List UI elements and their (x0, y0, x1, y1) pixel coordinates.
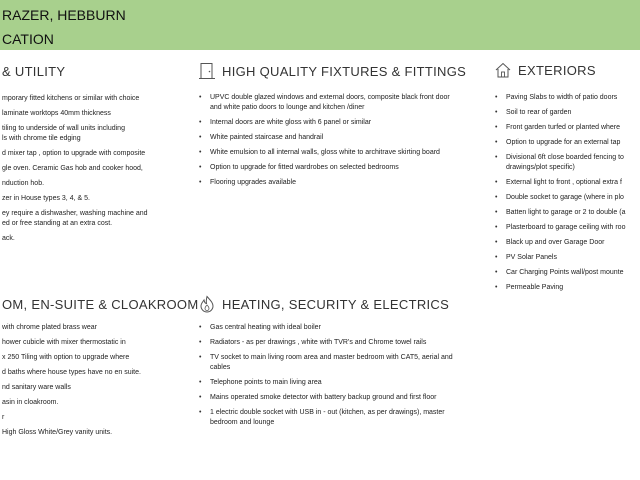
kitchen-utility-item: zer in House types 3, 4, & 5. (2, 195, 90, 202)
exteriors-title: EXTERIORS (518, 62, 596, 78)
kitchen-utility-item: ey require a dishwasher, washing machine and ed or free standing at an extra cost. (2, 210, 148, 227)
fixtures-item: • Internal doors are white gloss with 6 panel or similar (198, 118, 462, 128)
bathroom-item: d baths where house types have no en suite. (2, 369, 141, 376)
exteriors-item: • Soil to rear of garden (494, 108, 640, 118)
bathroom-item: r (2, 414, 5, 421)
exteriors-list (494, 93, 640, 298)
fixtures-heading (198, 62, 466, 80)
fixtures-item: • Option to upgrade for fitted wardrobes on selected bedrooms (198, 163, 462, 173)
bathroom-item: asin in cloakroom. (2, 399, 59, 406)
exteriors-item: • Double socket to garage (where in plo (494, 193, 640, 203)
kitchen-utility-item: tiling to underside of wall units including ls with chrome tile edging (2, 125, 125, 142)
exteriors-item: • Permeable Paving (494, 283, 640, 293)
heating-item: • Mains operated smoke detector with battery backup ground and first floor (198, 393, 462, 403)
exteriors-item: • External light to front , optional extra f (494, 178, 640, 188)
fixtures-item: • White emulsion to all internal walls, gloss white to architrave skirting board (198, 148, 462, 158)
kitchen-utility-item: laminate worktops 40mm thickness (2, 110, 111, 117)
kitchen-utility-item: d mixer tap , option to upgrade with composite (2, 150, 146, 157)
exteriors-item: • Divisional 6ft close boarded fencing to drawings/plot specific) (494, 153, 640, 173)
bathroom-item: hower cubicle with mixer thermostatic in (2, 339, 126, 346)
exteriors-item: • PV Solar Panels (494, 253, 640, 263)
exteriors-item: • Black up and over Garage Door (494, 238, 640, 248)
exteriors-item: • Plasterboard to garage ceiling with roo (494, 223, 640, 233)
bathroom-item: with chrome plated brass wear (2, 324, 97, 331)
exteriors-item: • Batten light to garage or 2 to double (a (494, 208, 640, 218)
kitchen-utility-item: ack. (2, 235, 15, 242)
header-banner (0, 0, 640, 50)
fixtures-item: • White painted staircase and handrail (198, 133, 462, 143)
kitchen-utility-item: nduction hob. (2, 180, 45, 187)
heating-item: • Radiators - as per drawings , white with TVR's and Chrome towel rails (198, 338, 462, 348)
fixtures-item: • Flooring upgrades available (198, 178, 462, 188)
bathroom-title: OM, EN-SUITE & CLOAKROOM (2, 297, 199, 312)
kitchen-utility-heading (2, 64, 65, 79)
kitchen-utility-item: gle oven. Ceramic Gas hob and cooker hood, (2, 165, 143, 172)
fixtures-title: HIGH QUALITY FIXTURES & FITTINGS (222, 63, 467, 79)
heating-list (198, 323, 462, 433)
heating-item: • Gas central heating with ideal boiler (198, 323, 462, 333)
bathroom-heading (2, 297, 198, 312)
fixtures-list (198, 93, 462, 193)
heating-item: • Telephone points to main living area (198, 378, 462, 388)
exteriors-item: • Option to upgrade for an external tap (494, 138, 640, 148)
specification-label: CATION (2, 31, 54, 47)
kitchen-utility-item: mporary fitted kitchens or similar with choice (2, 95, 140, 102)
kitchen-utility-list (0, 94, 195, 249)
door-icon (198, 62, 216, 80)
exteriors-item: • Car Charging Points wall/post mounte (494, 268, 640, 278)
bathroom-list (0, 323, 195, 443)
exteriors-item: • Front garden turfed or planted where (494, 123, 640, 133)
development-name: RAZER, HEBBURN (2, 7, 126, 23)
bathroom-item: x 250 Tiling with option to upgrade where (2, 354, 130, 361)
flame-icon (198, 295, 216, 313)
exteriors-heading (494, 61, 596, 79)
heating-item: • TV socket to main living room area and master bedroom with CAT5, aerial and cables (198, 353, 462, 373)
house-icon (494, 61, 512, 79)
heating-item: • 1 electric double socket with USB in - out (kitchen, as per drawings), master bedroom and lounge (198, 408, 462, 428)
heating-title: HEATING, SECURITY & ELECTRICS (222, 296, 450, 312)
exteriors-item: • Paving Slabs to width of patio doors (494, 93, 640, 103)
bathroom-item: High Gloss White/Grey vanity units. (2, 429, 113, 436)
kitchen-utility-title: & UTILITY (2, 64, 66, 79)
heating-heading (198, 295, 449, 313)
bathroom-item: nd sanitary ware walls (2, 384, 71, 391)
fixtures-item: • UPVC double glazed windows and external doors, composite black front door and white patio doors to lounge and kitchen /diner (198, 93, 462, 113)
